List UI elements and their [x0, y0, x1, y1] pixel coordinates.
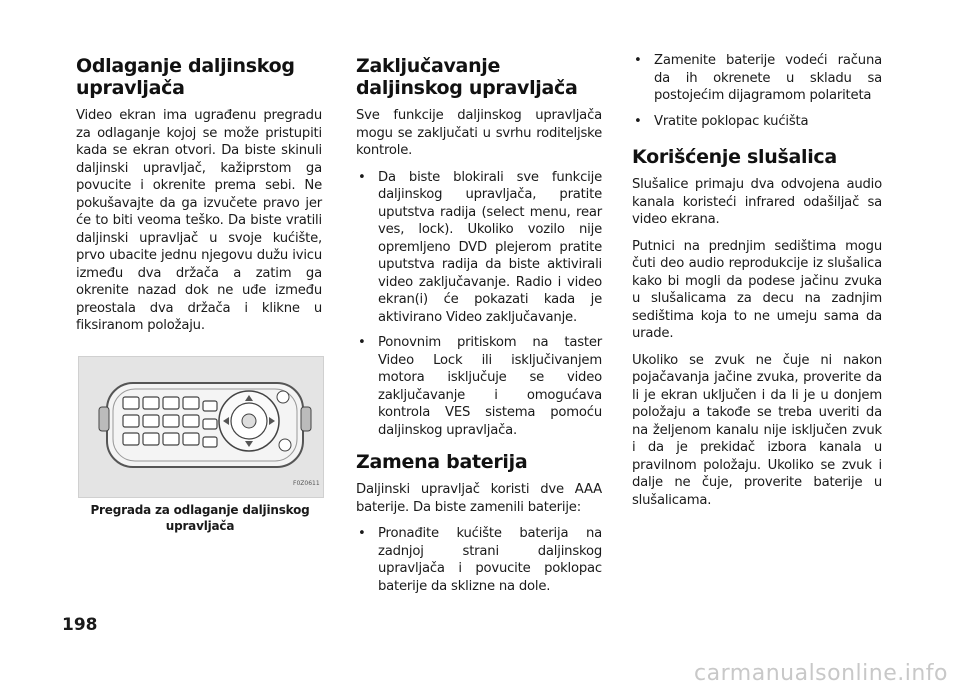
section-title-battery-replacement: Zamena baterija [356, 451, 528, 473]
figure-code: F0Z0611 [293, 480, 320, 487]
remote-storage-figure [78, 356, 324, 498]
headphones-paragraph: Putnici na prednjim sedištima mogu čuti deo audio reprodukcije iz slušalica kako bi mogli da podese jačinu zvuka u slušalicama za decu na zadnjim sedištima koja to ne umeju sama da urade. [632, 238, 882, 341]
watermark: carmanualsonline.info [694, 661, 948, 686]
list-item: • Vratite poklopac kućišta [634, 113, 809, 129]
section-title-remote-storage: Odlaganje daljinskog upravljača [76, 55, 295, 99]
headphones-paragraph: Ukoliko se zvuk ne čuje ni nakon pojačavanja jačine zvuka, proverite da li je ekran uključen i da li je u donjem položaju a takođe se treba uveriti da na željenom kanalu nije isključen zvuk i da je prekidač izbora kanala u pravilnom položaju. Ukoliko se zvuk i dalje ne čuje, proverite baterije u slušalicama. [632, 352, 882, 508]
section-title-remote-lock: Zaključavanje daljinskog upravljača [356, 55, 578, 99]
battery-list [356, 525, 602, 595]
bullet-icon: • [634, 113, 642, 129]
column-middle [356, 55, 602, 605]
bullet-icon: • [358, 335, 366, 350]
headphones-paragraph: Slušalice primaju dva odvojena audio kanala koristeći infrared odašiljač sa video ekrana. [632, 177, 882, 227]
battery-list-continued [632, 52, 882, 130]
section-title-headphones: Korišćenje slušalica [632, 146, 837, 168]
bullet-icon: • [634, 53, 642, 68]
figure-caption: Pregrada za odlaganje daljinskog upravljača [90, 503, 310, 533]
list-item: • Da biste blokirali sve funkcije daljinskog upravljača, pratite uputstva radija (select menu, rear ves, lock). Ukoliko vozilo nije opremljeno DVD plejerom pratite uputstva radija da biste aktivirali video zaključavanje. Radio i video ekran(i) će pokazati kada je aktivirano Video zaključavanje. [358, 169, 602, 325]
remote-lock-list [356, 169, 602, 440]
battery-intro: Daljinski upravljač koristi dve AAA baterije. Da biste zamenili baterije: [356, 482, 602, 515]
bullet-icon: • [358, 526, 366, 541]
list-item: • Pronađite kućište baterija na zadnjoj strani daljinskog upravljača i povucite poklopac baterije da sklizne na dole. [358, 526, 602, 594]
page-number: 198 [62, 615, 98, 635]
list-item: • Zamenite baterije vodeći računa da ih okrenete u skladu sa postojećim dijagramom polariteta [634, 53, 882, 103]
remote-storage-paragraph: Video ekran ima ugrađenu pregradu za odlaganje kojoj se može pristupiti kada se ekran otvori. Da biste skinuli daljinski upravljač, kažiprstom ga povucite i okrenite prema sebi. Ne pokušavajte da ga izvučete pravo jer će to biti veoma teško. Da biste vratili daljinski upravljač u svoje kućište, prvo ubacite jednu njegovu dužu ivicu između dva držača a zatim ga okrenite nazad dok ne uđe između preostala dva držača i klikne u fiksiranom položaju. [76, 108, 322, 333]
bullet-icon: • [358, 169, 366, 185]
remote-control-illustration [79, 357, 323, 497]
remote-lock-intro: Sve funkcije daljinskog upravljača mogu se zaključati u svrhu roditeljske kontrole. [356, 108, 602, 158]
list-item: • Ponovnim pritiskom na taster Video Lock ili isključivanjem motora isključuje se video zaključavanje i omogućava kontrola VES sistema pomoću daljinskog upravljača. [358, 335, 602, 438]
column-right [632, 52, 882, 518]
column-left [76, 55, 322, 344]
